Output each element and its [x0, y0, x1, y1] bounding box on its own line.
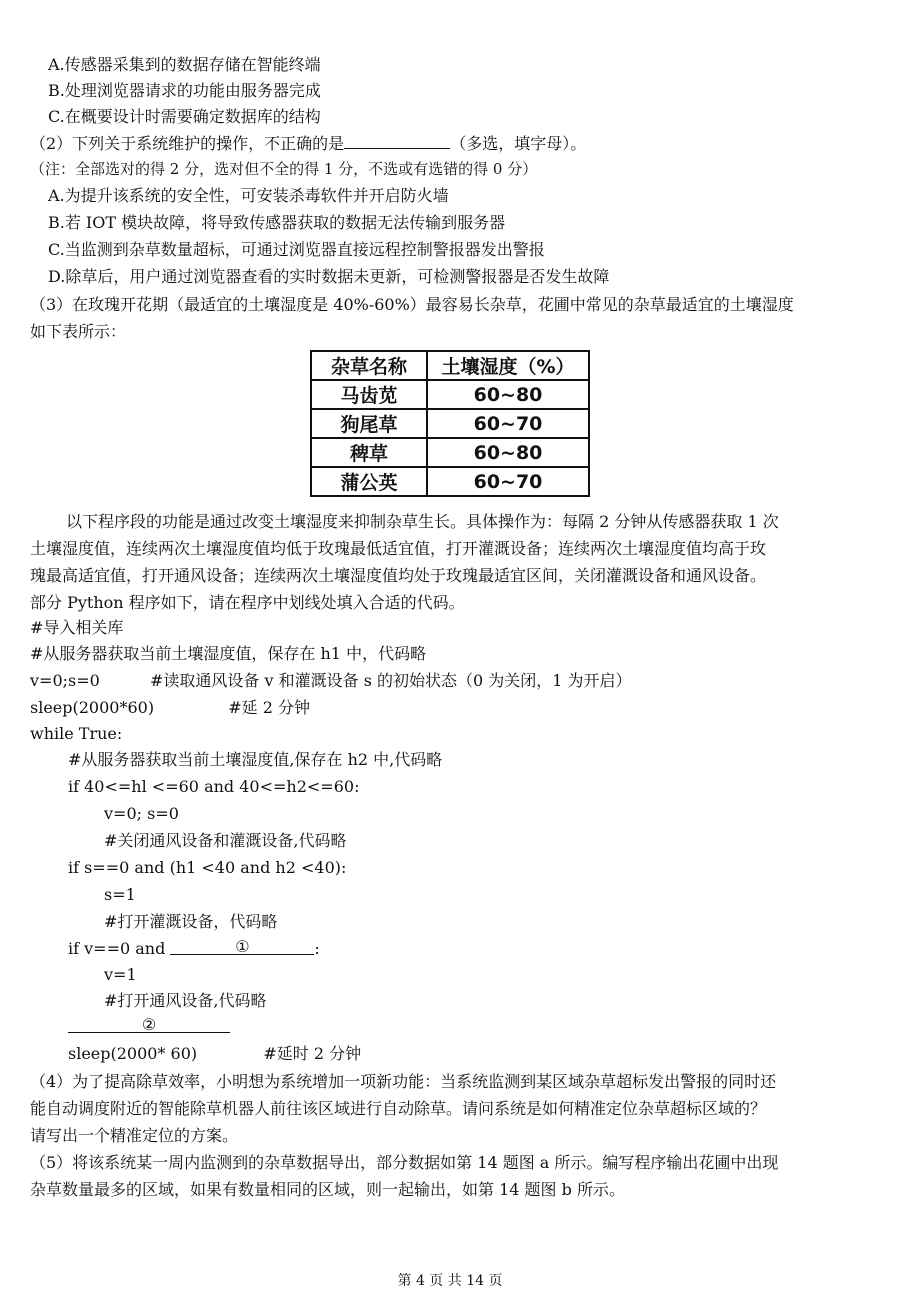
- code-line-close-comment: #关闭通风设备和灌溉设备,代码略: [104, 831, 347, 850]
- code-line-init: [30, 668, 632, 694]
- q2-option-d: D.除草后，用户通过浏览器查看的实时数据未更新，可检测警报器是否发生故障: [48, 267, 610, 286]
- code-line-import: #导入相关库: [30, 618, 124, 637]
- q2-option-b: B.若 IOT 模块故障，将导致传感器获取的数据无法传输到服务器: [48, 213, 506, 232]
- code-if-high-stmt: if v==0 and: [68, 939, 166, 958]
- code-line-reset: v=0; s=0: [104, 804, 179, 823]
- q3-stem-line2: 如下表所示：: [30, 322, 127, 341]
- code-init-stmt: v=0;s=0: [30, 671, 100, 690]
- blank-1-marker: ①: [235, 937, 250, 956]
- code-line-blank2: [68, 1014, 230, 1040]
- answer-blank-2[interactable]: [68, 1014, 230, 1033]
- q3-para-line2: 土壤湿度值，连续两次土壤湿度值均低于玫瑰最低适宜值，打开灌溉设备；连续两次土壤湿度值均高于玫: [30, 539, 767, 558]
- table-cell-humidity: 60~80: [427, 380, 589, 409]
- code-line-v1: v=1: [104, 965, 137, 984]
- table-header-row: [311, 351, 589, 380]
- table-cell-name: 马齿苋: [311, 380, 427, 409]
- code-if-high-colon: :: [314, 939, 320, 958]
- code-line-if-high: [68, 936, 320, 962]
- table-cell-humidity: 60~70: [427, 467, 589, 496]
- q4-line2: 能自动调度附近的智能除草机器人前往该区域进行自动除草。请问系统是如何精准定位杂草超标区域的？: [30, 1099, 767, 1118]
- code-sleep2-comment: #延时 2 分钟: [263, 1044, 362, 1063]
- code-line-sleep1: [30, 695, 310, 721]
- code-line-get-h1: #从服务器获取当前土壤湿度值，保存在 h1 中，代码略: [30, 644, 427, 663]
- table-header-humidity: 土壤湿度（%）: [427, 351, 589, 380]
- code-line-get-h2: #从服务器获取当前土壤湿度值,保存在 h2 中,代码略: [68, 750, 443, 769]
- q2-stem: [30, 130, 586, 157]
- table-cell-humidity: 60~70: [427, 409, 589, 438]
- q3-para-line1: 以下程序段的功能是通过改变土壤湿度来抑制杂草生长。具体操作为：每隔 2 分钟从传感器获取 1 次: [66, 512, 779, 531]
- code-line-while: while True:: [30, 724, 123, 743]
- answer-blank-1[interactable]: [170, 936, 314, 955]
- table-row: [311, 409, 589, 438]
- q1-option-a: A.传感器采集到的数据存储在智能终端: [48, 55, 321, 74]
- weed-humidity-table: [310, 350, 590, 497]
- table-cell-name: 稗草: [311, 438, 427, 467]
- code-sleep1-comment: #延 2 分钟: [228, 698, 311, 717]
- code-line-vent-comment: #打开通风设备,代码略: [104, 991, 267, 1010]
- page-footer: 第 4 页 共 14 页: [397, 1273, 503, 1289]
- q3-stem-line1: （3）在玫瑰开花期（最适宜的土壤湿度是 40%-60%）最容易长杂草，花圃中常见的杂草最适宜的土壤湿度: [30, 295, 794, 314]
- code-line-if-low: if s==0 and (h1 <40 and h2 <40):: [68, 858, 347, 877]
- q1-option-c: C.在概要设计时需要确定数据库的结构: [48, 107, 321, 126]
- q2-answer-blank[interactable]: [344, 130, 450, 149]
- table-header-name: 杂草名称: [311, 351, 427, 380]
- q2-scoring-note: （注：全部选对的得 2 分，选对但不全的得 1 分，不选或有选错的得 0 分）: [30, 160, 538, 178]
- table-row: [311, 438, 589, 467]
- code-init-comment: #读取通风设备 v 和灌溉设备 s 的初始状态（0 为关闭，1 为开启）: [150, 671, 632, 690]
- code-sleep1-stmt: sleep(2000*60): [30, 698, 155, 717]
- table-cell-name: 狗尾草: [311, 409, 427, 438]
- code-line-irrigation-comment: #打开灌溉设备，代码略: [104, 912, 278, 931]
- table-cell-name: 蒲公英: [311, 467, 427, 496]
- q2-option-c: C.当监测到杂草数量超标，可通过浏览器直接远程控制警报器发出警报: [48, 240, 545, 259]
- code-line-s1: s=1: [104, 885, 136, 904]
- code-sleep2-stmt: sleep(2000* 60): [68, 1044, 198, 1063]
- q4-line1: （4）为了提高除草效率，小明想为系统增加一项新功能：当系统监测到某区域杂草超标发出警报的同时还: [30, 1072, 777, 1091]
- q1-option-b: B.处理浏览器请求的功能由服务器完成: [48, 81, 321, 100]
- table-row: [311, 380, 589, 409]
- q3-para-line3: 瑰最高适宜值，打开通风设备；连续两次土壤湿度值均处于玫瑰最适宜区间，关闭灌溉设备和通风设备。: [30, 566, 767, 585]
- q5-line1: （5）将该系统某一周内监测到的杂草数据导出，部分数据如第 14 题图 a 所示。编写程序输出花圃中出现: [30, 1153, 779, 1172]
- q5-line2: 杂草数量最多的区域，如果有数量相同的区域，则一起输出，如第 14 题图 b 所示。: [30, 1180, 625, 1199]
- blank-2-marker: ②: [141, 1015, 157, 1034]
- q3-para-line4: 部分 Python 程序如下，请在程序中划线处填入合适的代码。: [30, 593, 465, 612]
- q4-line3: 请写出一个精准定位的方案。: [30, 1126, 239, 1145]
- code-line-if-range: if 40<=hl <=60 and 40<=h2<=60:: [68, 777, 360, 796]
- code-line-sleep2: [68, 1041, 361, 1067]
- q2-stem-after: （多选，填字母）。: [450, 134, 587, 153]
- table-row: [311, 467, 589, 496]
- table-cell-humidity: 60~80: [427, 438, 589, 467]
- q2-option-a: A.为提升该系统的安全性，可安装杀毒软件并开启防火墙: [48, 186, 449, 205]
- q2-stem-before: （2）下列关于系统维护的操作，不正确的是: [30, 134, 345, 153]
